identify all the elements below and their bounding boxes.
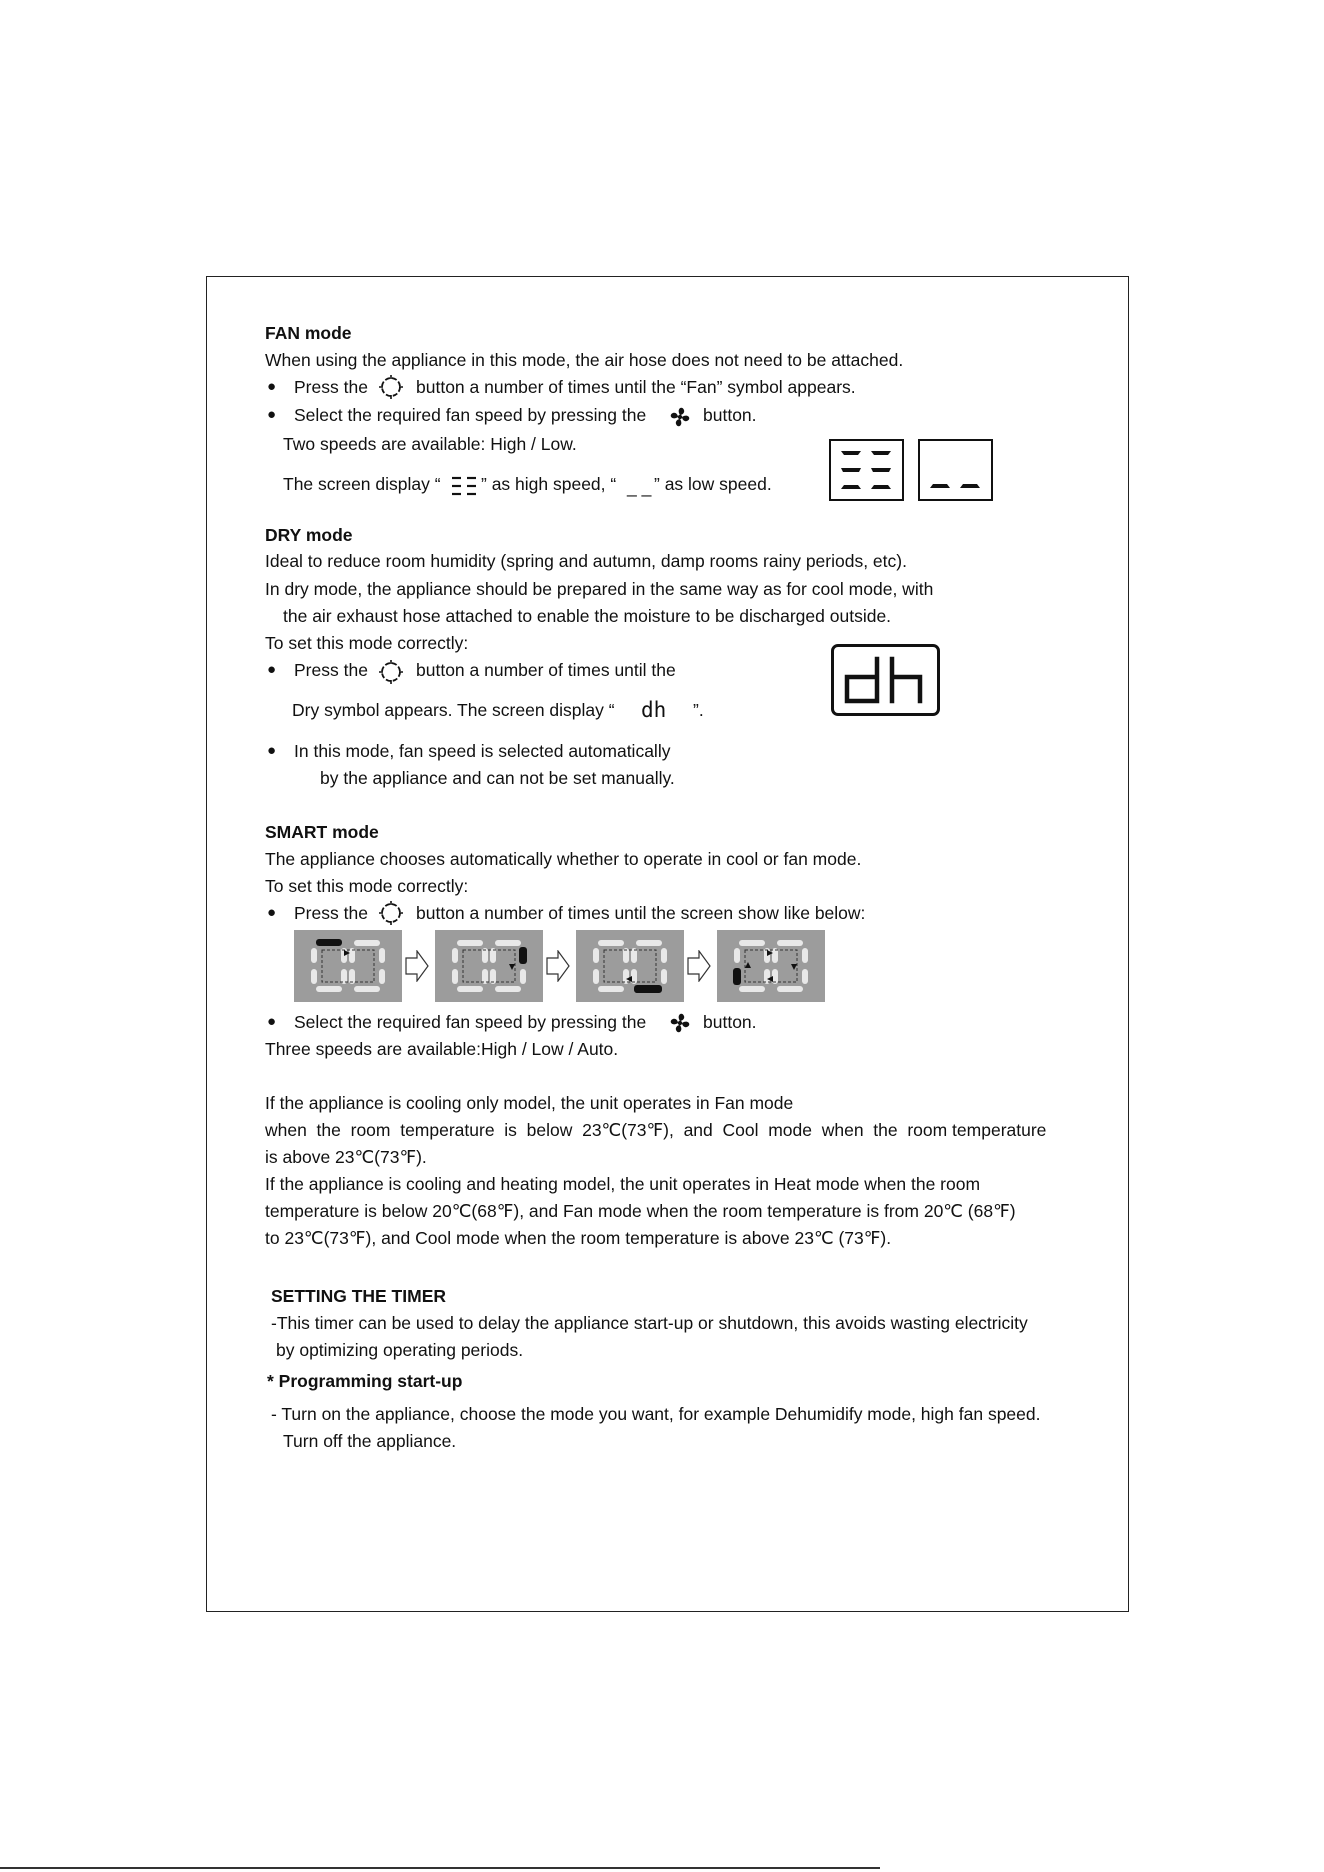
timer-heading: SETTING THE TIMER: [271, 1286, 446, 1306]
dh-segments-icon: [834, 647, 937, 713]
fan-speeds: Two speeds are available: High / Low.: [283, 434, 577, 454]
fan-display-post: ” as low speed.: [654, 474, 772, 494]
high-speed-segments-icon: [831, 441, 902, 499]
lcd-high-speed: [829, 439, 904, 501]
dry-bullet1-post: button a number of times until the: [416, 660, 676, 680]
dry-bullet1-cont: Dry symbol appears. The screen display “: [292, 700, 615, 720]
fan-mode-heading: FAN mode: [265, 323, 352, 343]
temp-line6: to 23℃(73℉), and Cool mode when the room temperature is above 23℃ (73℉).: [265, 1228, 892, 1248]
fan-display-pre: The screen display “: [283, 474, 441, 494]
dry-bullet1-pre: Press the: [294, 660, 368, 680]
fan-bullet2-post: button.: [703, 405, 757, 425]
smart-bullet1-pre: Press the: [294, 903, 368, 923]
temp-line2: when the room temperature is below 23℃(73℉), and Cool mode when the room temperature: [265, 1120, 1047, 1140]
mode-icon: [378, 659, 404, 685]
segment-display-icon: [717, 930, 825, 1002]
timer-line4: Turn off the appliance.: [283, 1431, 457, 1451]
dry-dh-symbol: dh: [641, 698, 667, 722]
bullet: ●: [267, 742, 277, 759]
fan-bullet1-post: button a number of times until the “Fan” symbol appears.: [416, 377, 856, 397]
timer-subheading: * Programming start-up: [267, 1371, 463, 1391]
arrow-right-icon: [687, 950, 711, 982]
lcd-dh: [831, 644, 940, 716]
segment-display-icon: [435, 930, 543, 1002]
fan-bullet1-pre: Press the: [294, 377, 368, 397]
segment-display-icon: [294, 930, 402, 1002]
smart-mode-heading: SMART mode: [265, 822, 379, 842]
dry-line1: Ideal to reduce room humidity (spring and autumn, damp rooms rainy periods, etc).: [265, 551, 907, 571]
lcd-low-speed: [918, 439, 993, 501]
fan-intro: When using the appliance in this mode, the air hose does not need to be attached.: [265, 350, 904, 370]
fan-icon: [668, 405, 692, 429]
bullet: ●: [267, 1013, 277, 1030]
smart-display-step4: [717, 930, 825, 1002]
bullet: ●: [267, 406, 277, 423]
smart-display-step1: [294, 930, 402, 1002]
dry-line4: To set this mode correctly:: [265, 633, 469, 653]
bottom-rule: [0, 1867, 880, 1869]
smart-bullet1-post: button a number of times until the screen show like below:: [416, 903, 866, 923]
temp-line4: If the appliance is cooling and heating model, the unit operates in Heat mode when the room: [265, 1174, 981, 1194]
smart-bullet2-post: button.: [703, 1012, 757, 1032]
mode-icon: [378, 374, 404, 400]
fan-icon: [668, 1011, 692, 1035]
high-speed-symbol-icon: [450, 474, 480, 498]
segment-display-icon: [576, 930, 684, 1002]
arrow-right-icon: [546, 950, 570, 982]
timer-line2: by optimizing operating periods.: [276, 1340, 524, 1360]
bullet: ●: [267, 904, 277, 921]
low-speed-segments-icon: [920, 441, 991, 499]
smart-line2: To set this mode correctly:: [265, 876, 469, 896]
smart-bullet2-pre: Select the required fan speed by pressing the: [294, 1012, 647, 1032]
dry-line2: In dry mode, the appliance should be prepared in the same way as for cool mode, with: [265, 579, 934, 599]
bullet: ●: [267, 661, 277, 678]
smart-display-step2: [435, 930, 543, 1002]
fan-display-mid: ” as high speed, “: [481, 474, 617, 494]
smart-display-step3: [576, 930, 684, 1002]
smart-line1: The appliance chooses automatically whether to operate in cool or fan mode.: [265, 849, 862, 869]
mode-icon: [378, 900, 404, 926]
smart-speeds: Three speeds are available:High / Low / Auto.: [265, 1039, 619, 1059]
temp-line1: If the appliance is cooling only model, the unit operates in Fan mode: [265, 1093, 794, 1113]
dry-bullet1-end: ”.: [693, 700, 704, 720]
temp-line3: is above 23℃(73℉).: [265, 1147, 427, 1167]
timer-line1: -This timer can be used to delay the appliance start-up or shutdown, this avoids wasting electricity: [271, 1313, 1028, 1333]
timer-line3: - Turn on the appliance, choose the mode you want, for example Dehumidify mode, high fan speed.: [271, 1404, 1041, 1424]
dry-bullet2: In this mode, fan speed is selected automatically: [294, 741, 671, 761]
arrow-right-icon: [405, 950, 429, 982]
dry-bullet2-cont: by the appliance and can not be set manually.: [320, 768, 675, 788]
bullet: ●: [267, 378, 277, 395]
temp-line5: temperature is below 20℃(68℉), and Fan mode when the room temperature is from 20℃ (68℉): [265, 1201, 1016, 1221]
fan-bullet2-pre: Select the required fan speed by pressing the: [294, 405, 647, 425]
dry-line3: the air exhaust hose attached to enable the moisture to be discharged outside.: [283, 606, 892, 626]
fan-display-low: _ _: [627, 477, 652, 497]
dry-mode-heading: DRY mode: [265, 525, 353, 545]
